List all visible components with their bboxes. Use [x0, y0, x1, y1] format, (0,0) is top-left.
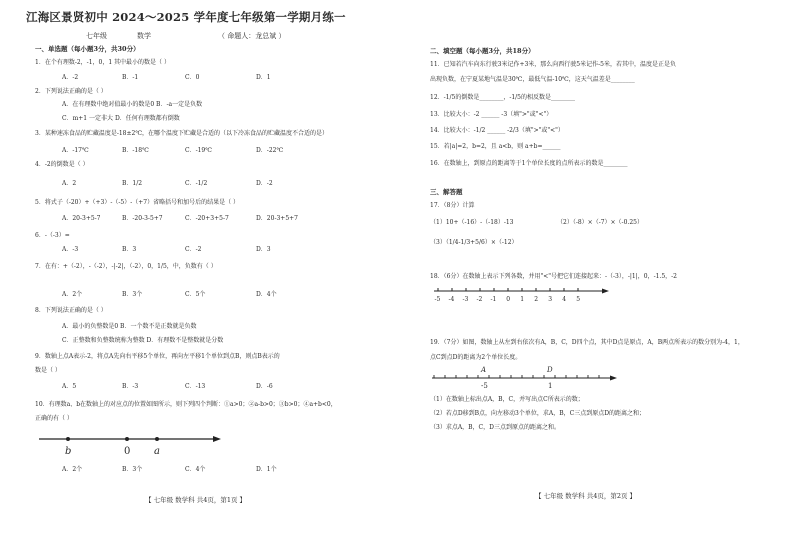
- q5-option-b: B．-20-3-5+7: [122, 215, 163, 222]
- q19-tick-label-a: -5: [481, 382, 488, 390]
- q6-option-c: C．-2: [185, 246, 202, 253]
- q10-axis-arrow: [213, 436, 221, 442]
- question-7-stem: 7．在有：+（-2），-（-2），-|-2|，（-2），0，1/5，中，负数有（ ）: [35, 263, 217, 270]
- q3-option-d: D．-22℃: [256, 147, 284, 154]
- question-10-cont: 正确的有（ ）: [35, 415, 73, 422]
- q18-tick-label: 5: [576, 296, 581, 303]
- q17-item-3: （3）（1/4-1/3+5/6）×（-12）: [430, 239, 518, 246]
- q10-label-origin: 0: [124, 446, 131, 457]
- q19-label-d: D: [547, 366, 553, 374]
- q6-option-a: A．-3: [62, 246, 79, 253]
- question-15: 15．若|a|=2，b=2，且 a<b，则 a+b=______: [430, 143, 561, 150]
- section-single-choice: 一、单选题（每小题3分，共30分）: [35, 45, 140, 53]
- question-4-stem: 4．-2的倒数是（ ）: [35, 161, 89, 168]
- q19-task-2: （2）若点D移到B点，向左移动3个单位，求A，B，C三点到原点D的距离之和；: [430, 410, 645, 417]
- question-5-stem: 5．将式子（-20）+（+3）-（-5）-（+7）省略括号和加号后的结果是（ ）: [35, 199, 240, 206]
- section-fill-in: 二、填空题（每小题3分，共18分）: [430, 47, 535, 55]
- q7-option-c: C．5个: [185, 291, 206, 298]
- q7-option-a: A．2个: [62, 291, 83, 298]
- q19-task-3: （3）求点A，B，C，D三点到原点的距离之和。: [430, 424, 560, 431]
- q10-option-b: B．3个: [122, 466, 143, 473]
- q17-item-1: （1）10+（-16）-（-18）-13: [430, 219, 514, 226]
- page-footer-right: 【 七年级 数学科 共4页，第2页 】: [535, 492, 637, 500]
- question-18: 18．（6分）在数轴上表示下列各数，并用"<"号把它们连接起来：-（-3），-|1|，0，-1.5，-2: [430, 273, 677, 280]
- q9-option-d: D．-6: [256, 383, 273, 390]
- question-14: 14．比较大小：-1/2 ______ -2/3（填">"或"<"）: [430, 127, 564, 134]
- page-footer-left: 【 七年级 数学科 共4页，第1页 】: [145, 496, 247, 504]
- q18-tick-label: -4: [448, 296, 455, 303]
- q4-option-c: C．-1/2: [185, 180, 208, 187]
- q4-option-b: B．1/2: [122, 180, 143, 187]
- q3-option-c: C．-19℃: [185, 147, 212, 154]
- q10-label-a: a: [154, 446, 160, 457]
- q7-option-d: D．4个: [256, 291, 277, 298]
- grade-label: 七年级: [86, 32, 107, 40]
- q5-option-c: C．-20+3+5-7: [185, 215, 229, 222]
- q18-number-line: [430, 286, 615, 306]
- question-6-stem: 6．-（-3）=: [35, 232, 70, 239]
- q10-point-origin: [125, 437, 129, 441]
- q19-label-a: A: [481, 366, 487, 374]
- q19-task-1: （1）在数轴上标出点A，B，C，并写出点C所表示的数；: [430, 396, 584, 403]
- q10-option-a: A．2个: [62, 466, 83, 473]
- q18-tick-label: 4: [562, 296, 567, 303]
- q18-tick-label: 0: [506, 296, 511, 303]
- q10-option-c: C．4个: [185, 466, 206, 473]
- q17-item-2: （2）（-8）×（-7）×（-0.25）: [557, 219, 643, 226]
- subject-label: 数学: [137, 32, 151, 40]
- q19-number-line: [430, 364, 620, 394]
- section-solutions: 三、解答题: [430, 188, 463, 196]
- author-label: （ 命题人：龙总斌 ）: [218, 32, 286, 40]
- question-8-stem: 8．下列说法正确的是（ ）: [35, 307, 107, 314]
- q2-options-line1: A．在有理数中绝对值最小的数是0 B．-a一定是负数: [62, 101, 203, 108]
- q9-option-c: C．-13: [185, 383, 206, 390]
- question-17-stem: 17．（8分）计算: [430, 202, 475, 209]
- q2-options-line2: C．m+1 一定非大 D．任何有理数都有倒数: [62, 115, 180, 122]
- q10-number-line: [35, 430, 235, 460]
- question-9-stem: 9．数轴上点A表示-2，将点A先向右平移5个单位，再向左平移1个单位到点B，则点B表示的: [35, 353, 280, 360]
- q18-tick-label: 3: [548, 296, 553, 303]
- question-19-line1: 19．（7分）如图，数轴上从左到右依次有A，B，C，D四个点，其中D点是原点，A，B两点所表示的数分别为-4，1，: [430, 339, 744, 346]
- q4-option-d: D．-2: [256, 180, 273, 187]
- q4-option-a: A．2: [62, 180, 77, 187]
- q1-option-c: C．0: [185, 74, 200, 81]
- q6-option-b: B．3: [122, 246, 137, 253]
- q18-tick-label: -5: [434, 296, 441, 303]
- question-2-stem: 2．下列说法正确的是（ ）: [35, 88, 107, 95]
- q6-option-d: D．3: [256, 246, 271, 253]
- q19-tick-label-d: 1: [548, 382, 553, 390]
- question-19-line2: 点C到点D的距离为2个单位长度。: [430, 354, 522, 361]
- q1-option-b: B．-1: [122, 74, 139, 81]
- question-13: 13．比较大小：-2 ______ -3（填">"或"<"）: [430, 111, 553, 118]
- q10-label-b: b: [65, 446, 72, 457]
- q10-point-b: [66, 437, 70, 441]
- q3-option-a: A．-17℃: [62, 147, 89, 154]
- q9-option-b: B．-3: [122, 383, 139, 390]
- question-1-stem: 1．在个有理数-2，-1，0，1 其中最小的数是（ ）: [35, 59, 170, 66]
- question-12: 12．-1/5的倒数是________，-1/5的相反数是________: [430, 94, 576, 101]
- question-3-stem: 3．某种速冻食品的贮藏温度是-18±2℃，在哪个温度下贮藏是合适的（以下冷冻食品的贮藏温度不合适的是）: [35, 130, 329, 137]
- q3-option-b: B．-18℃: [122, 147, 149, 154]
- q9-option-a: A．5: [62, 383, 77, 390]
- question-11-line2: 出现负数，在宁夏某地气温是30℃，最低气温-10℃，这天气温差是________: [430, 76, 635, 83]
- q1-option-a: A．-2: [62, 74, 79, 81]
- q18-axis-arrow: [602, 289, 609, 294]
- q18-tick-label: -3: [462, 296, 469, 303]
- exam-title: 江海区景贤初中 2024～2025 学年度七年级第一学期月练一: [26, 10, 346, 24]
- q7-option-b: B．3个: [122, 291, 143, 298]
- q18-tick-label: -2: [476, 296, 483, 303]
- q5-option-d: D．20-3+5+7: [256, 215, 298, 222]
- exam-page-right: [397, 0, 794, 545]
- q18-tick-label: 2: [534, 296, 539, 303]
- q10-option-d: D．1个: [256, 466, 277, 473]
- question-16: 16．在数轴上，到原点的距离等于1个单位长度的点所表示的数是________: [430, 160, 628, 167]
- question-10-stem: 10．有理数a、b在数轴上的对应点的位置如图所示，则下列四个判断：①a>0；②a-b>0；③b>0；④a+b<0，: [35, 401, 337, 408]
- q18-ticks: [435, 288, 581, 303]
- q8-options-line1: A．最小的负整数是0 B．一个数不是正数就是负数: [62, 323, 197, 330]
- q19-axis-arrow: [610, 376, 617, 381]
- q18-tick-label: 1: [520, 296, 525, 303]
- q8-options-line2: C．正整数和负整数统称为整数 D．有理数不是整数就是分数: [62, 337, 224, 344]
- q5-option-a: A．20-3+5-7: [62, 215, 101, 222]
- question-9-cont: 数是（ ）: [35, 367, 61, 374]
- q18-tick-label: -1: [490, 296, 497, 303]
- q1-option-d: D．1: [256, 74, 271, 81]
- q10-point-a: [155, 437, 159, 441]
- question-11-line1: 11．已知若汽车向东行驶3米记作+3米，那么向西行驶5米记作-5米，若其中，温度是正是负: [430, 61, 676, 68]
